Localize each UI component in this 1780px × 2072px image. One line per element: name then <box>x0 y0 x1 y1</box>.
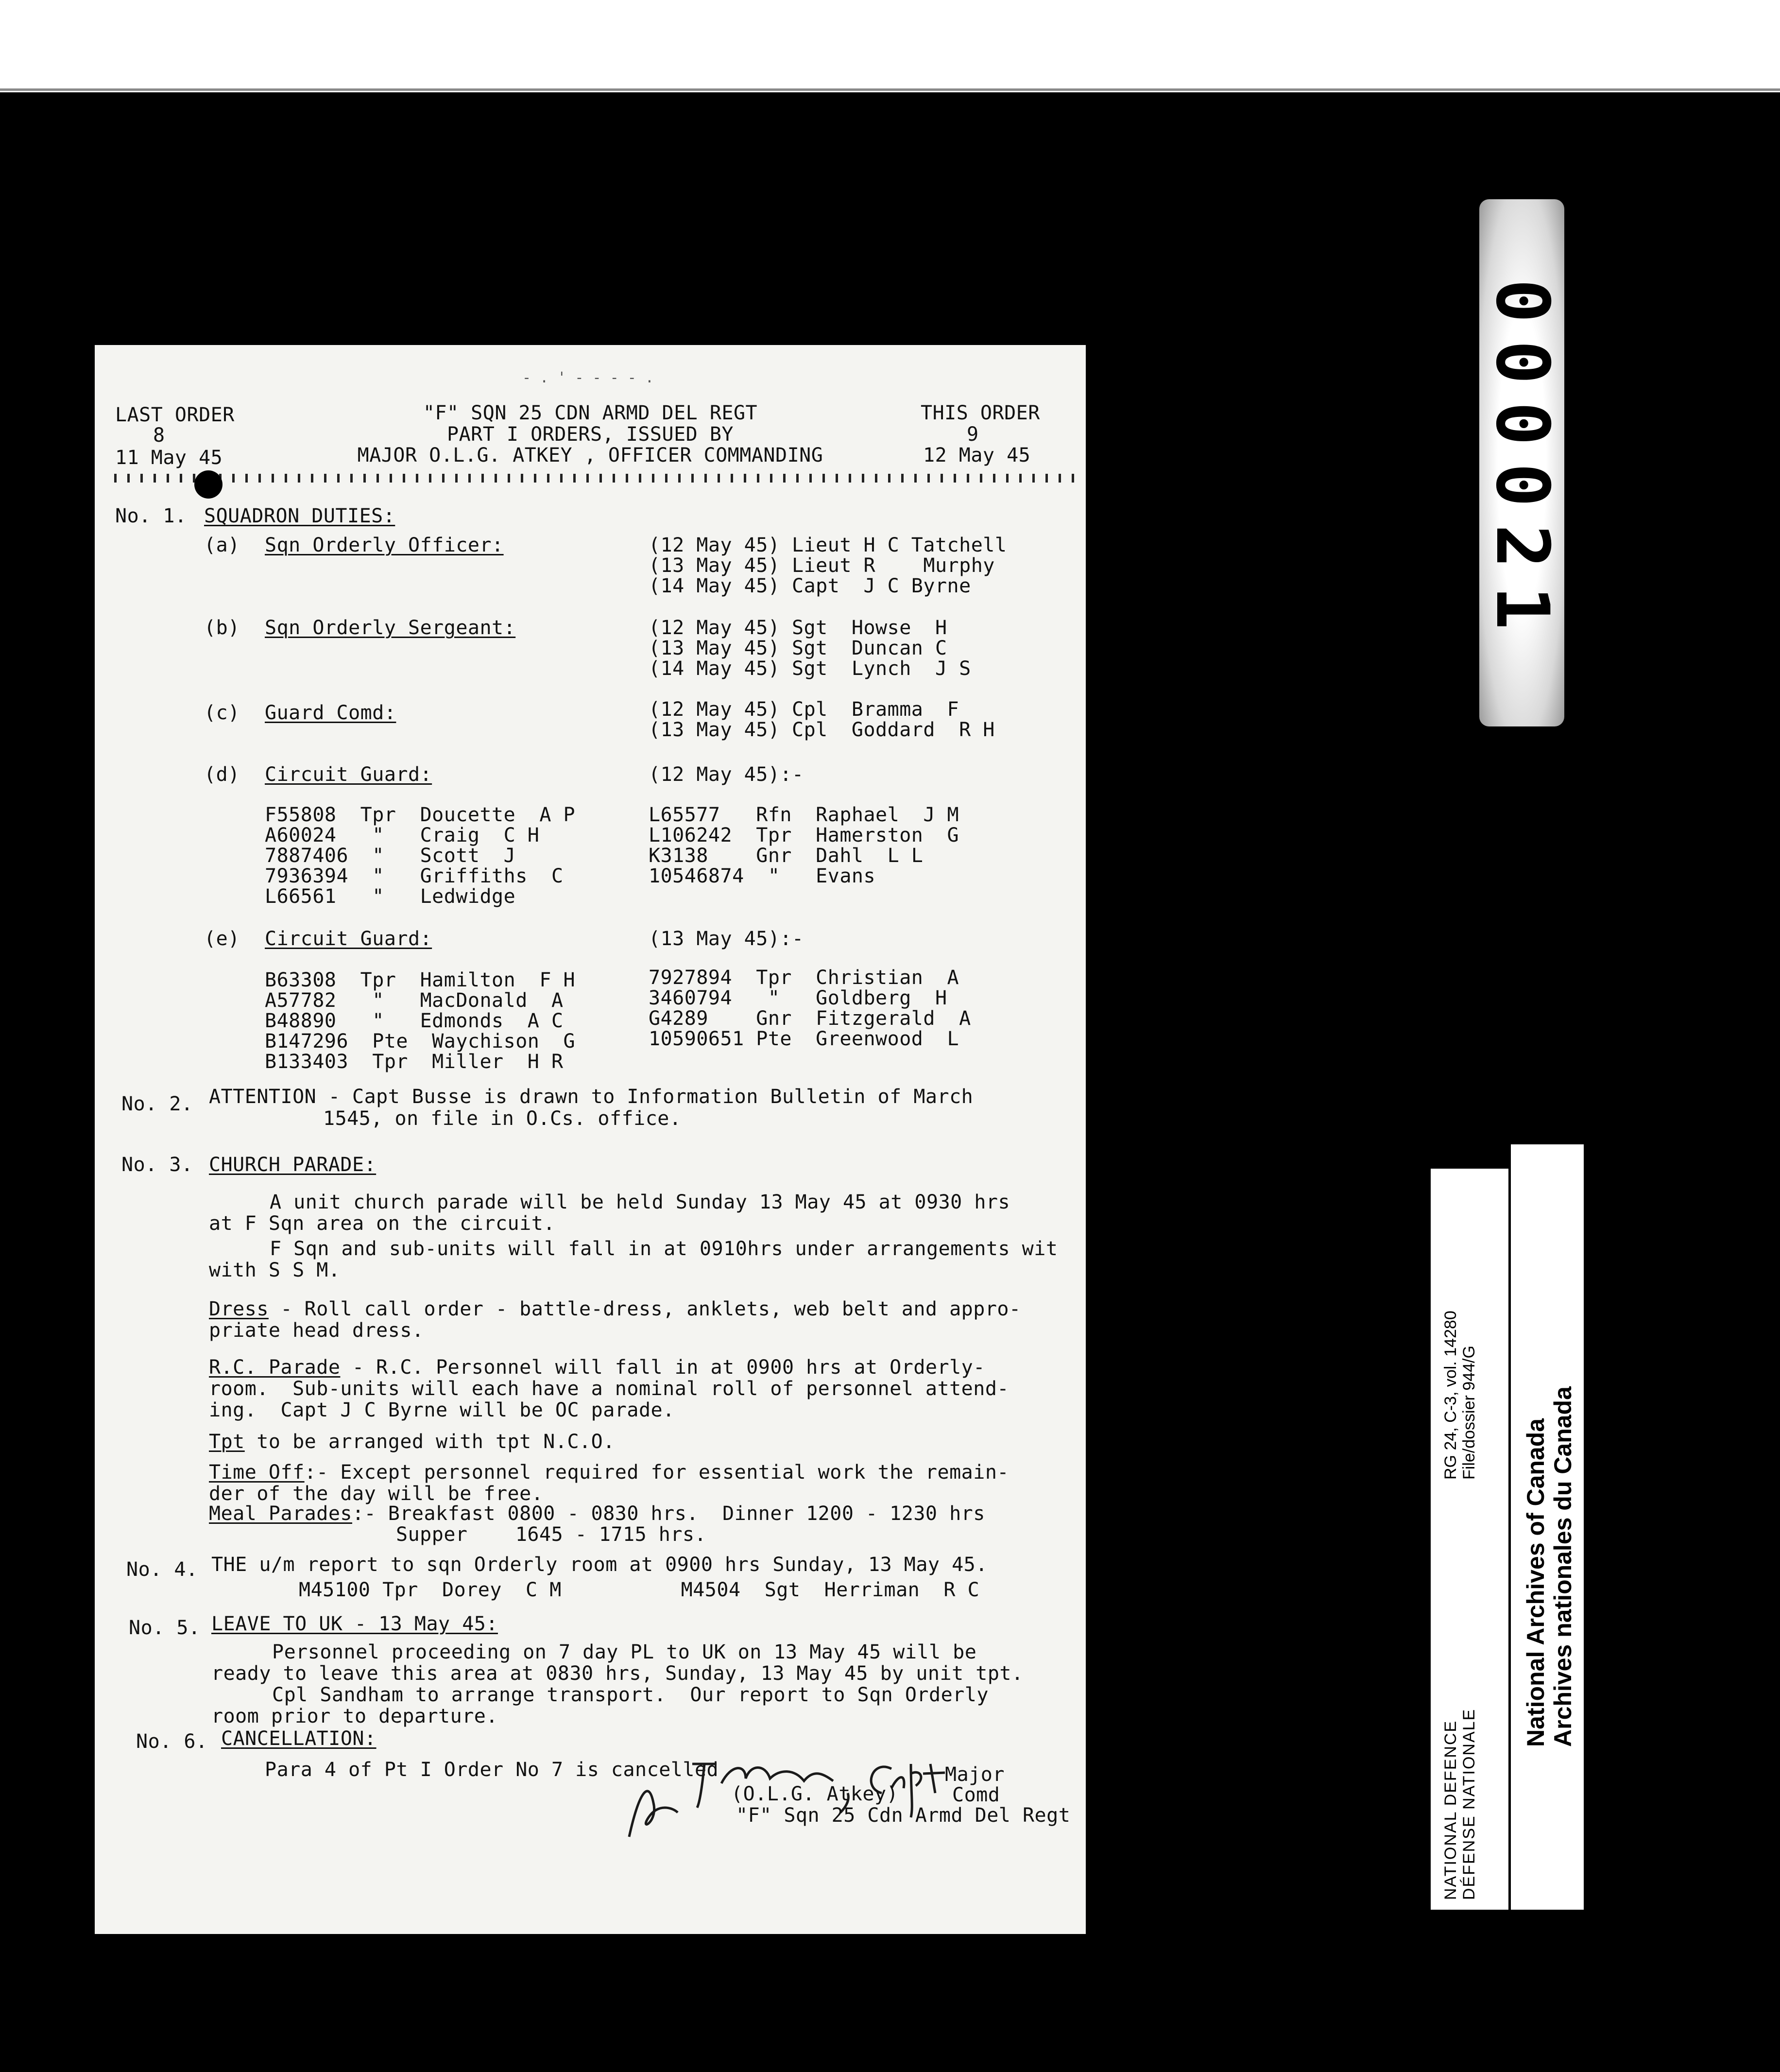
archives-french: Archives nationales du Canada <box>1549 1386 1576 1747</box>
paper-mark: - . ' - - - - . <box>522 369 654 386</box>
rc-line-3: ing. Capt J C Byrne will be OC parade. <box>209 1399 675 1421</box>
archive-institution-card <box>1511 1144 1584 1910</box>
last-order-number: 8 <box>153 424 165 447</box>
this-order-number: 9 <box>967 423 979 446</box>
para6-line: Para 4 of Pt I Order No 7 is cancelled <box>265 1759 719 1781</box>
para6-title: CANCELLATION: <box>221 1727 377 1750</box>
last-order-date: 11 May 45 <box>115 447 223 469</box>
guard-e-left: B48890 " Edmonds A C <box>265 1010 564 1032</box>
dress-line <box>209 1298 1021 1320</box>
guard-d-right: K3138 Gnr Dahl L L <box>649 845 924 867</box>
para3-line: at F Sqn area on the circuit. <box>209 1212 555 1235</box>
para2-line: ATTENTION - Capt Busse is drawn to Information Bulletin of March <box>209 1086 974 1108</box>
para3-line: F Sqn and sub-units will fall in at 0910hrs under arrangements wit <box>270 1238 1058 1260</box>
signatory-rank: Major <box>945 1763 1005 1786</box>
tick-separator <box>114 474 1076 483</box>
duty-a-letter: (a) <box>204 534 240 556</box>
para4-line: M45100 Tpr Dorey C M M4504 Sgt Herriman R C <box>299 1579 980 1601</box>
top-rule <box>0 88 1780 91</box>
duty-c-entry: (13 May 45) Cpl Goddard R H <box>649 719 995 741</box>
last-order-label: LAST ORDER <box>115 404 235 426</box>
para2-line: 1545, on file in O.Cs. office. <box>323 1107 682 1130</box>
tpt-text: to be arranged with tpt N.C.O. <box>244 1431 615 1453</box>
guard-d-left: 7936394 " Griffiths C <box>265 865 564 887</box>
para5-number: No. 5. <box>129 1617 201 1639</box>
guard-d-left: F55808 Tpr Doucette A P <box>265 804 576 826</box>
guard-e-left: A57782 " MacDonald A <box>265 989 564 1012</box>
duty-d-heading: Circuit Guard: <box>265 763 432 786</box>
archive-file: File/dossier 944/G <box>1460 1346 1478 1480</box>
frame-counter <box>1479 199 1564 726</box>
rc-line-2: room. Sub-units will each have a nominal roll of personnel attend- <box>209 1378 1009 1400</box>
issuer-heading: MAJOR O.L.G. ATKEY , OFFICER COMMANDING <box>357 444 823 466</box>
duty-b-entry: (14 May 45) Sgt Lynch J S <box>649 657 971 680</box>
dress-label: Dress <box>209 1298 269 1320</box>
this-order-label: THIS ORDER <box>921 402 1040 424</box>
duty-d-letter: (d) <box>204 763 240 786</box>
punch-hole <box>194 470 222 499</box>
guard-e-left: B133403 Tpr Miller H R <box>265 1051 564 1073</box>
duty-c-letter: (c) <box>204 702 240 724</box>
tpt-line <box>209 1431 615 1452</box>
archive-reference-card <box>1431 1169 1508 1910</box>
guard-e-right: 3460794 " Goldberg H <box>649 987 947 1009</box>
duty-b-letter: (b) <box>204 617 240 639</box>
timeoff-line-2: der of the day will be free. <box>209 1483 544 1505</box>
signatory-name: (O.L.G. Atkey) <box>731 1783 899 1805</box>
para4-line: THE u/m report to sqn Orderly room at 0900 hrs Sunday, 13 May 45. <box>211 1554 988 1576</box>
para5-line: room prior to departure. <box>211 1705 498 1727</box>
duty-a-entry: (13 May 45) Lieut R Murphy <box>649 554 995 577</box>
timeoff-label: Time Off <box>209 1461 305 1484</box>
meal-line-2: Supper 1645 - 1715 hrs. <box>396 1523 707 1546</box>
duty-b-heading: Sqn Orderly Sergeant: <box>265 617 516 639</box>
guard-d-left: L66561 " Ledwidge <box>265 885 516 908</box>
para5-title: LEAVE TO UK - 13 May 45: <box>211 1613 498 1635</box>
para6-number: No. 6. <box>136 1730 208 1753</box>
duty-a-entry: (12 May 45) Lieut H C Tatchell <box>649 534 1007 556</box>
guard-e-left: B147296 Pte Waychison G <box>265 1030 576 1053</box>
guard-d-left: A60024 " Craig C H <box>265 824 540 846</box>
para4-number: No. 4. <box>126 1558 198 1581</box>
duty-a-heading: Sqn Orderly Officer: <box>265 534 504 556</box>
rc-label: R.C. Parade <box>209 1356 341 1379</box>
timeoff-line <box>209 1462 1009 1483</box>
duty-b-entry: (12 May 45) Sgt Howse H <box>649 617 947 639</box>
para5-line: ready to leave this area at 0830 hrs, Sunday, 13 May 45 by unit tpt. <box>211 1662 1024 1685</box>
rc-text: - R.C. Personnel will fall in at 0900 hrs at Orderly- <box>340 1356 985 1379</box>
duty-c-entry: (12 May 45) Cpl Bramma F <box>649 698 959 721</box>
duty-c-heading: Guard Comd: <box>265 702 396 724</box>
para3-title: CHURCH PARADE: <box>209 1154 377 1176</box>
meal-text: :- Breakfast 0800 - 0830 hrs. Dinner 1200 - 1230 hrs <box>352 1502 985 1525</box>
para5-line: Personnel proceeding on 7 day PL to UK on 13 May 45 will be <box>272 1641 977 1663</box>
archive-reference: RG 24, C-3, vol. 14280 <box>1441 1311 1460 1480</box>
duty-e-letter: (e) <box>204 928 240 950</box>
para5-line: Cpl Sandham to arrange transport. Our report to Sqn Orderly <box>272 1684 989 1706</box>
rc-line <box>209 1357 985 1378</box>
para2-number: No. 2. <box>121 1093 193 1115</box>
defence-english: NATIONAL DEFENCE <box>1441 1720 1460 1900</box>
guard-d-right: 10546874 " Evans <box>649 865 876 887</box>
top-margin <box>0 0 1780 92</box>
guard-e-right: 7927894 Tpr Christian A <box>649 967 959 989</box>
duty-d-date: (12 May 45):- <box>649 763 804 786</box>
guard-e-right: G4289 Gnr Fitzgerald A <box>649 1007 971 1030</box>
signatory-unit: "F" Sqn 25 Cdn Armd Del Regt <box>736 1804 1071 1827</box>
para3-line: A unit church parade will be held Sunday 13 May 45 at 0930 hrs <box>270 1191 1010 1213</box>
para1-number: No. 1. <box>115 505 187 527</box>
part-heading: PART I ORDERS, ISSUED BY <box>447 423 734 446</box>
para3-number: No. 3. <box>121 1154 193 1176</box>
guard-e-right: 10590651 Pte Greenwood L <box>649 1028 959 1050</box>
defence-french: DÉFENSE NATIONALE <box>1460 1708 1478 1900</box>
timeoff-text: :- Except personnel required for essential work the remain- <box>304 1461 1009 1484</box>
duty-b-entry: (13 May 45) Sgt Duncan C <box>649 637 947 659</box>
frame-number: 000021 <box>1479 278 1564 647</box>
tpt-label: Tpt <box>209 1431 245 1453</box>
signatory-appointment: Comd <box>952 1784 1000 1806</box>
guard-e-left: B63308 Tpr Hamilton F H <box>265 969 576 991</box>
this-order-date: 12 May 45 <box>923 444 1031 466</box>
meal-label: Meal Parades <box>209 1502 352 1525</box>
para1-title: SQUADRON DUTIES: <box>204 505 395 527</box>
duty-e-date: (13 May 45):- <box>649 928 804 950</box>
duty-e-heading: Circuit Guard: <box>265 928 432 950</box>
order-document <box>95 345 1086 1934</box>
duty-a-entry: (14 May 45) Capt J C Byrne <box>649 575 971 597</box>
para3-line: with S S M. <box>209 1259 341 1281</box>
guard-d-right: L65577 Rfn Raphael J M <box>649 804 959 826</box>
archives-english: National Archives of Canada <box>1522 1418 1549 1747</box>
meal-line <box>209 1503 985 1524</box>
guard-d-left: 7887406 " Scott J <box>265 845 516 867</box>
guard-d-right: L106242 Tpr Hamerston G <box>649 824 959 846</box>
unit-heading: "F" SQN 25 CDN ARMD DEL REGT <box>423 402 758 424</box>
dress-line-2: priate head dress. <box>209 1319 424 1342</box>
dress-text: - Roll call order - battle-dress, anklets, web belt and appro- <box>268 1298 1021 1320</box>
